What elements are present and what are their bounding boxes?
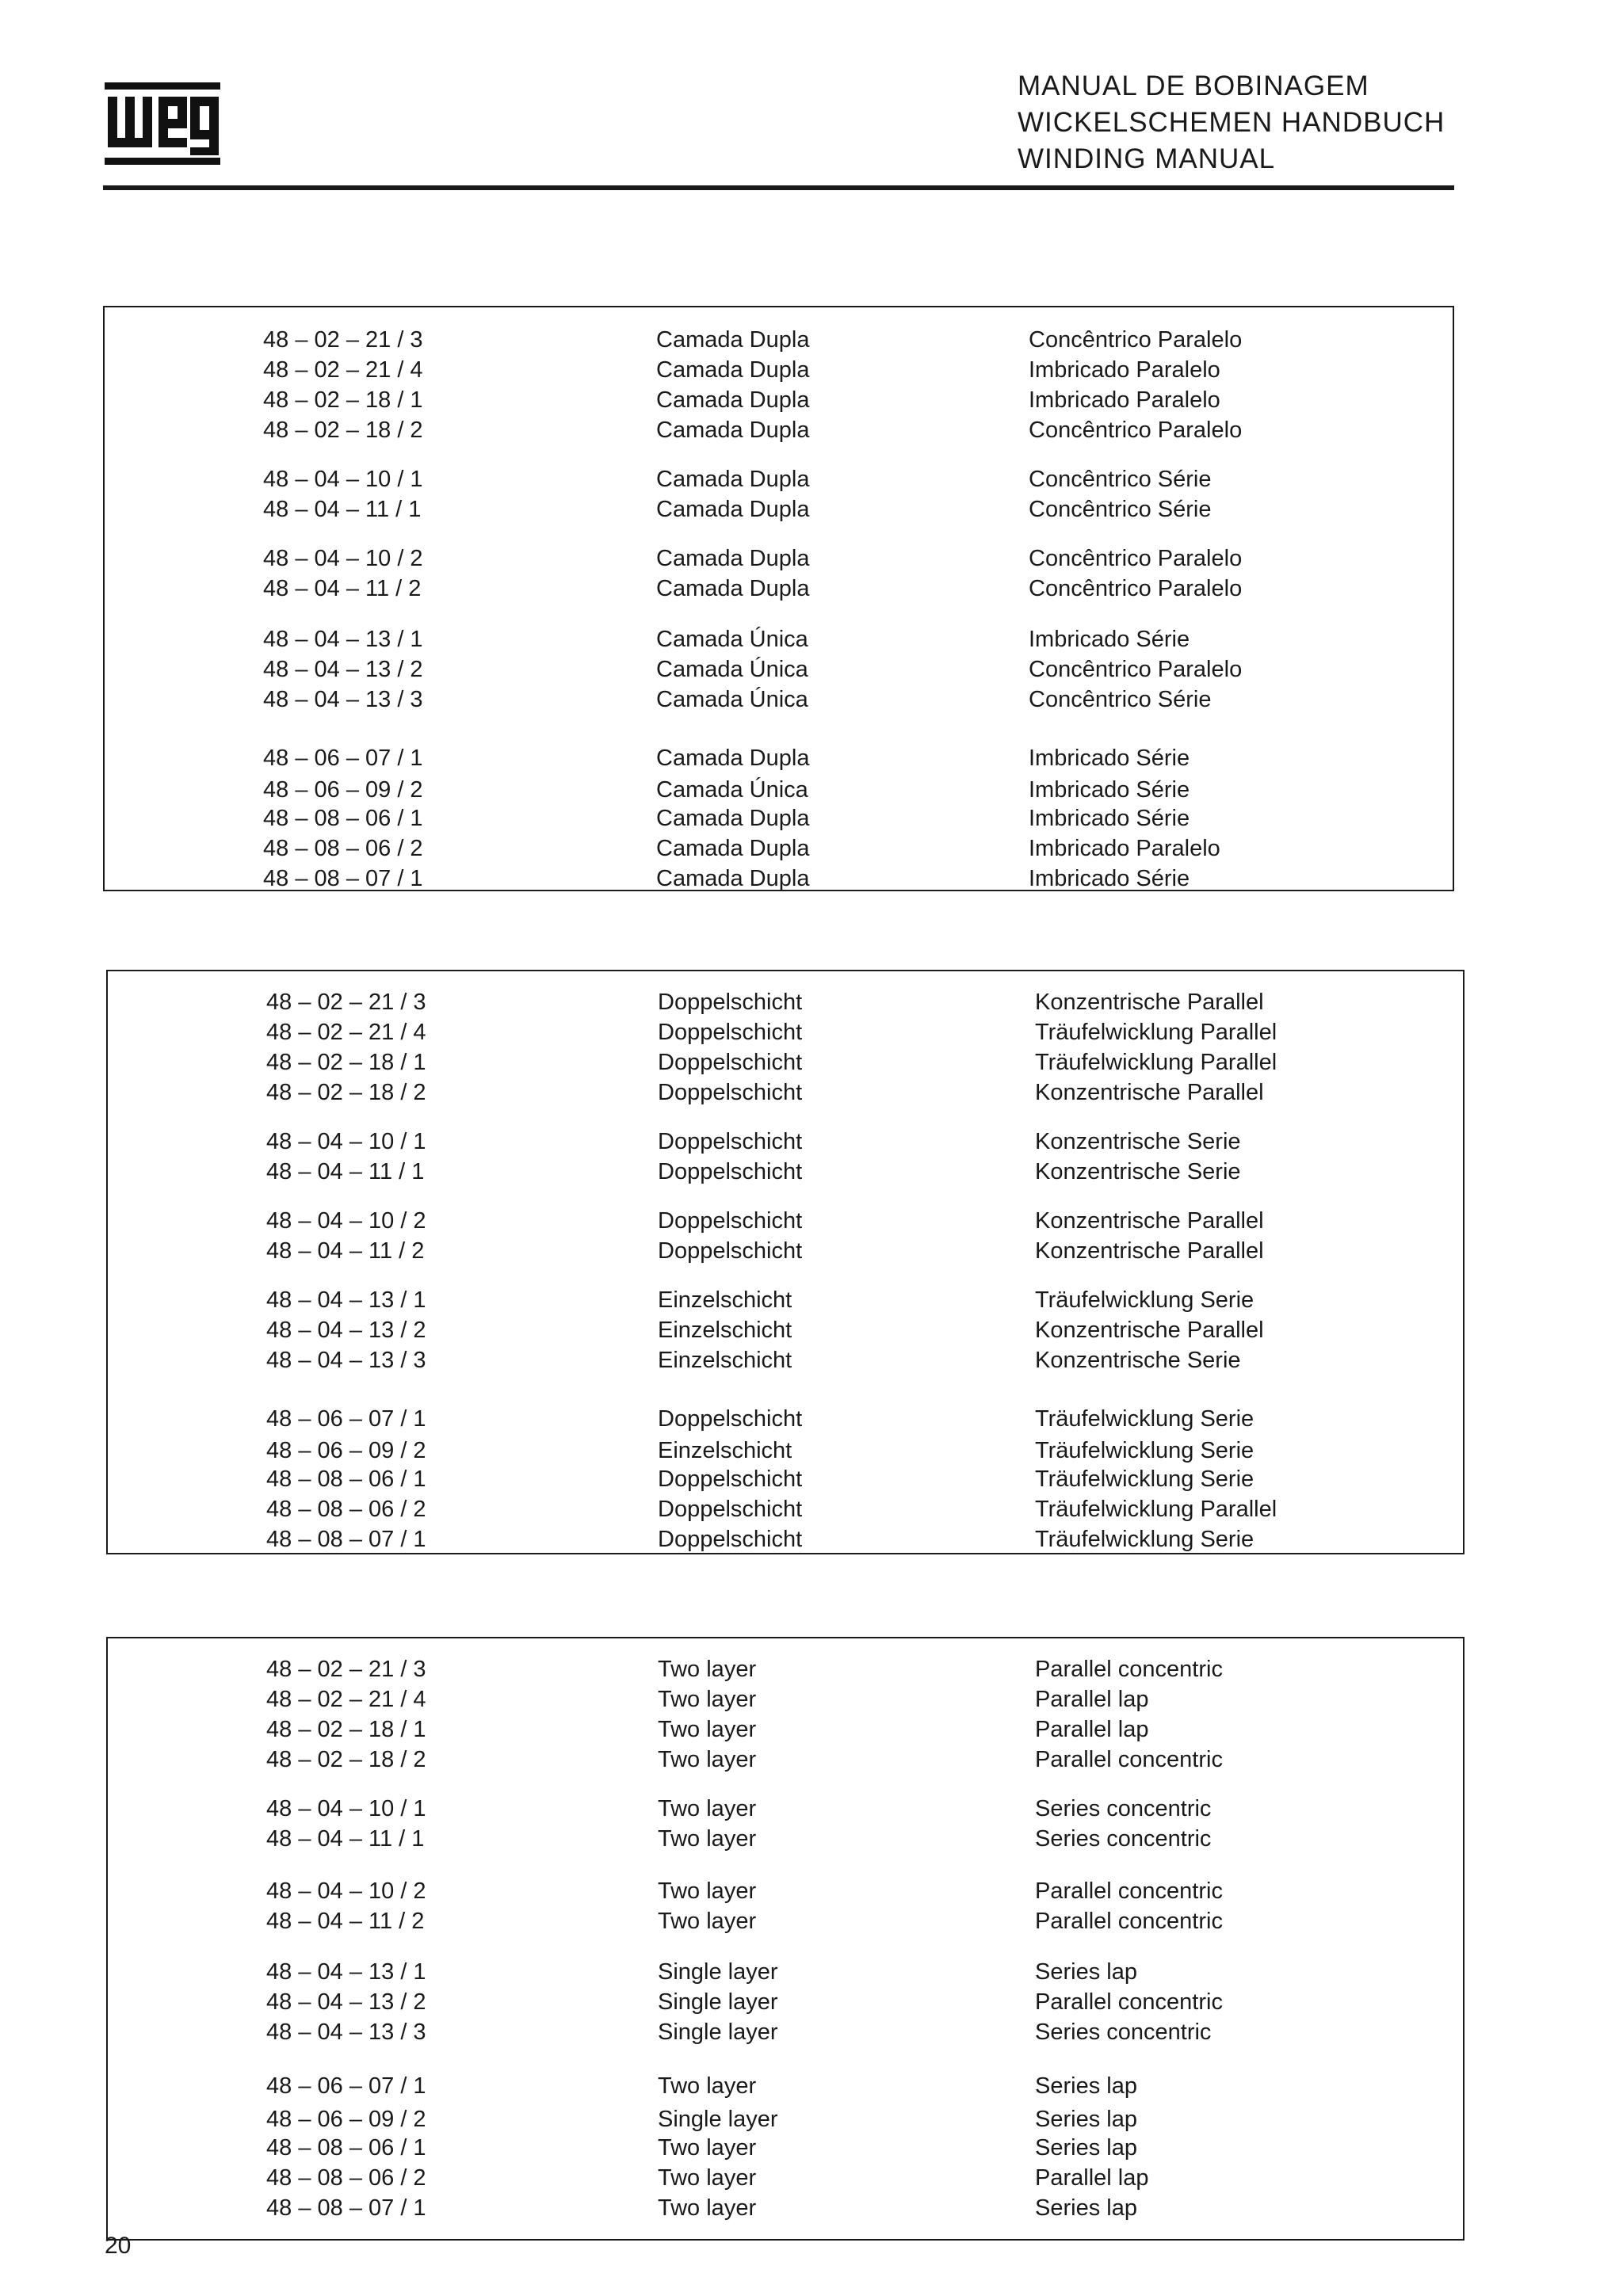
table-row (108, 2163, 1463, 2193)
scheme-code: 48 – 04 – 10 / 2 (266, 1878, 426, 1904)
table-row (108, 1315, 1463, 1345)
layer-type: Camada Dupla (656, 866, 810, 891)
scheme-code: 48 – 04 – 13 / 3 (266, 1348, 426, 1373)
scheme-code: 48 – 06 – 09 / 2 (263, 777, 423, 803)
scheme-code: 48 – 04 – 11 / 2 (263, 576, 422, 601)
layer-type: Camada Dupla (656, 467, 810, 492)
layer-type: Doppelschicht (658, 1527, 803, 1552)
layer-type: Doppelschicht (658, 1159, 803, 1184)
title-line-pt: MANUAL DE BOBINAGEM (1018, 71, 1369, 101)
table-row (108, 2071, 1463, 2101)
table-row (108, 1957, 1463, 1987)
winding-type: Concêntrico Paralelo (1029, 576, 1243, 601)
table-row (105, 864, 1453, 894)
scheme-code: 48 – 04 – 13 / 3 (266, 2019, 426, 2045)
layer-type: Single layer (658, 2107, 778, 2132)
layer-type: Two layer (658, 1747, 757, 1772)
table-row (105, 574, 1453, 604)
layer-type: Two layer (658, 1796, 757, 1821)
layer-type: Two layer (658, 1909, 757, 1934)
table-row (105, 325, 1453, 355)
layer-type: Two layer (658, 1878, 757, 1904)
scheme-code: 48 – 08 – 07 / 1 (266, 2195, 426, 2221)
layer-type: Two layer (658, 2073, 757, 2099)
scheme-code: 48 – 08 – 06 / 1 (266, 2135, 426, 2161)
layer-type: Doppelschicht (658, 1406, 803, 1432)
scheme-code: 48 – 02 – 18 / 2 (266, 1747, 426, 1772)
table-row (105, 775, 1453, 805)
winding-type: Concêntrico Paralelo (1029, 327, 1243, 353)
scheme-code: 48 – 08 – 07 / 1 (266, 1527, 426, 1552)
layer-type: Single layer (658, 1959, 778, 1985)
weg-logo-mark (103, 82, 222, 165)
winding-type: Imbricado Série (1029, 866, 1190, 891)
layer-type: Two layer (658, 2165, 757, 2191)
layer-type: Camada Dupla (656, 836, 810, 861)
winding-type: Parallel concentric (1035, 1989, 1223, 2015)
winding-type: Parallel lap (1035, 1687, 1149, 1712)
layer-type: Camada Dupla (656, 546, 810, 571)
winding-type: Konzentrische Parallel (1035, 1080, 1264, 1105)
layer-type: Two layer (658, 1826, 757, 1852)
table-row (108, 1714, 1463, 1745)
layer-type: Doppelschicht (658, 1020, 803, 1045)
scheme-code: 48 – 04 – 11 / 1 (263, 497, 422, 522)
winding-type: Konzentrische Parallel (1035, 1318, 1264, 1343)
table-row (105, 385, 1453, 415)
table-row (105, 543, 1453, 574)
scheme-code: 48 – 06 – 07 / 1 (266, 2073, 426, 2099)
layer-type: Two layer (658, 2135, 757, 2161)
winding-type: Träufelwicklung Serie (1035, 1466, 1254, 1492)
scheme-code: 48 – 08 – 06 / 2 (263, 836, 423, 861)
table-row (108, 1157, 1463, 1187)
winding-type: Konzentrische Parallel (1035, 1208, 1264, 1234)
table-row (108, 1345, 1463, 1375)
layer-type: Camada Dupla (656, 576, 810, 601)
winding-type: Series lap (1035, 2195, 1137, 2221)
table-row (108, 1436, 1463, 1466)
winding-type: Series lap (1035, 2135, 1137, 2161)
layer-type: Two layer (658, 1717, 757, 1742)
scheme-code: 48 – 04 – 10 / 1 (266, 1129, 426, 1154)
winding-type: Imbricado Série (1029, 806, 1190, 831)
layer-type: Camada Dupla (656, 357, 810, 383)
layer-type: Einzelschicht (658, 1348, 792, 1373)
winding-type: Träufelwicklung Parallel (1035, 1497, 1277, 1522)
table-row (108, 1654, 1463, 1684)
scheme-code: 48 – 04 – 11 / 1 (266, 1826, 425, 1852)
scheme-code: 48 – 08 – 06 / 1 (266, 1466, 426, 1492)
layer-type: Doppelschicht (658, 1466, 803, 1492)
header-divider (103, 185, 1454, 190)
winding-type: Series concentric (1035, 1796, 1212, 1821)
table-row (105, 415, 1453, 445)
winding-type: Series lap (1035, 1959, 1137, 1985)
table-row (108, 1236, 1463, 1266)
scheme-code: 48 – 08 – 07 / 1 (263, 866, 423, 891)
table-row (108, 1464, 1463, 1494)
scheme-code: 48 – 08 – 06 / 1 (263, 806, 423, 831)
layer-type: Doppelschicht (658, 1080, 803, 1105)
table-row (105, 685, 1453, 715)
layer-type: Camada Única (656, 777, 808, 803)
table-row (105, 833, 1453, 864)
scheme-code: 48 – 02 – 21 / 3 (266, 1657, 426, 1682)
scheme-code: 48 – 06 – 07 / 1 (266, 1406, 426, 1432)
scheme-code: 48 – 04 – 10 / 1 (266, 1796, 426, 1821)
layer-type: Camada Única (656, 687, 808, 712)
table-row (108, 1876, 1463, 1906)
winding-type: Concêntrico Série (1029, 497, 1212, 522)
winding-type: Concêntrico Paralelo (1029, 418, 1243, 443)
table-row (108, 1524, 1463, 1554)
scheme-code: 48 – 04 – 10 / 1 (263, 467, 423, 492)
winding-type: Parallel concentric (1035, 1878, 1223, 1904)
page-number: 20 (105, 2233, 132, 2259)
table-row (108, 1684, 1463, 1714)
table-row (105, 803, 1453, 833)
layer-type: Einzelschicht (658, 1287, 792, 1313)
scheme-code: 48 – 04 – 13 / 2 (266, 1318, 426, 1343)
winding-type: Träufelwicklung Serie (1035, 1406, 1254, 1432)
winding-type: Parallel lap (1035, 2165, 1149, 2191)
winding-type: Parallel concentric (1035, 1909, 1223, 1934)
table-row (105, 743, 1453, 773)
winding-type: Konzentrische Serie (1035, 1348, 1241, 1373)
scheme-code: 48 – 04 – 10 / 2 (263, 546, 423, 571)
winding-type: Imbricado Paralelo (1029, 387, 1220, 413)
table-row (108, 2193, 1463, 2223)
table-row (108, 1494, 1463, 1524)
layer-type: Camada Única (656, 627, 808, 652)
layer-type: Single layer (658, 1989, 778, 2015)
scheme-code: 48 – 06 – 09 / 2 (266, 2107, 426, 2132)
layer-type: Doppelschicht (658, 1497, 803, 1522)
winding-type: Series lap (1035, 2107, 1137, 2132)
winding-type: Series concentric (1035, 1826, 1212, 1852)
scheme-code: 48 – 04 – 13 / 2 (263, 657, 423, 682)
winding-table-portuguese (103, 306, 1454, 891)
winding-type: Träufelwicklung Parallel (1035, 1020, 1277, 1045)
scheme-code: 48 – 04 – 13 / 1 (266, 1287, 426, 1313)
winding-table-english (106, 1637, 1465, 2241)
scheme-code: 48 – 02 – 18 / 1 (266, 1050, 426, 1075)
table-row (105, 624, 1453, 654)
layer-type: Two layer (658, 1687, 757, 1712)
table-row (108, 1824, 1463, 1854)
scheme-code: 48 – 08 – 06 / 2 (266, 1497, 426, 1522)
layer-type: Doppelschicht (658, 990, 803, 1015)
layer-type: Doppelschicht (658, 1050, 803, 1075)
scheme-code: 48 – 04 – 10 / 2 (266, 1208, 426, 1234)
layer-type: Camada Dupla (656, 497, 810, 522)
scheme-code: 48 – 06 – 09 / 2 (266, 1438, 426, 1463)
scheme-code: 48 – 08 – 06 / 2 (266, 2165, 426, 2191)
table-row (105, 464, 1453, 494)
scheme-code: 48 – 02 – 18 / 1 (266, 1717, 426, 1742)
winding-type: Concêntrico Paralelo (1029, 546, 1243, 571)
winding-type: Träufelwicklung Serie (1035, 1527, 1254, 1552)
scheme-code: 48 – 04 – 13 / 1 (263, 627, 423, 652)
table-row (108, 2133, 1463, 2163)
table-row (108, 1987, 1463, 2017)
layer-type: Camada Dupla (656, 327, 810, 353)
table-row (108, 2017, 1463, 2047)
scheme-code: 48 – 04 – 13 / 2 (266, 1989, 426, 2015)
winding-type: Series concentric (1035, 2019, 1212, 2045)
scheme-code: 48 – 02 – 18 / 2 (263, 418, 423, 443)
table-row (108, 1745, 1463, 1775)
layer-type: Doppelschicht (658, 1129, 803, 1154)
winding-type: Träufelwicklung Serie (1035, 1287, 1254, 1313)
title-line-en: WINDING MANUAL (1018, 143, 1276, 174)
scheme-code: 48 – 02 – 21 / 3 (266, 990, 426, 1015)
table-row (108, 1404, 1463, 1434)
table-row (108, 2104, 1463, 2134)
table-row (108, 1047, 1463, 1077)
table-row (105, 355, 1453, 385)
winding-type: Konzentrische Serie (1035, 1159, 1241, 1184)
winding-type: Concêntrico Série (1029, 467, 1212, 492)
scheme-code: 48 – 04 – 11 / 2 (266, 1909, 425, 1934)
layer-type: Camada Dupla (656, 387, 810, 413)
table-row (108, 1206, 1463, 1236)
weg-logo (103, 82, 222, 165)
scheme-code: 48 – 02 – 21 / 4 (266, 1687, 426, 1712)
scheme-code: 48 – 04 – 11 / 1 (266, 1159, 425, 1184)
table-row (108, 1017, 1463, 1047)
scheme-code: 48 – 02 – 18 / 1 (263, 387, 423, 413)
table-row (108, 1906, 1463, 1936)
winding-type: Parallel lap (1035, 1717, 1149, 1742)
table-row (108, 1794, 1463, 1824)
scheme-code: 48 – 06 – 07 / 1 (263, 746, 423, 771)
winding-type: Träufelwicklung Serie (1035, 1438, 1254, 1463)
layer-type: Einzelschicht (658, 1438, 792, 1463)
scheme-code: 48 – 02 – 18 / 2 (266, 1080, 426, 1105)
layer-type: Doppelschicht (658, 1238, 803, 1264)
scheme-code: 48 – 04 – 11 / 2 (266, 1238, 425, 1264)
layer-type: Camada Dupla (656, 746, 810, 771)
manual-title (1018, 68, 1445, 177)
winding-type: Träufelwicklung Parallel (1035, 1050, 1277, 1075)
winding-type: Imbricado Série (1029, 746, 1190, 771)
layer-type: Einzelschicht (658, 1318, 792, 1343)
layer-type: Doppelschicht (658, 1208, 803, 1234)
title-line-de: WICKELSCHEMEN HANDBUCH (1018, 107, 1445, 138)
winding-type: Imbricado Paralelo (1029, 836, 1220, 861)
scheme-code: 48 – 04 – 13 / 1 (266, 1959, 426, 1985)
winding-type: Concêntrico Paralelo (1029, 657, 1243, 682)
table-row (105, 494, 1453, 524)
table-row (108, 1077, 1463, 1108)
winding-type: Konzentrische Parallel (1035, 990, 1264, 1015)
winding-type: Konzentrische Parallel (1035, 1238, 1264, 1264)
layer-type: Camada Única (656, 657, 808, 682)
winding-type: Concêntrico Série (1029, 687, 1212, 712)
winding-type: Imbricado Série (1029, 627, 1190, 652)
winding-type: Parallel concentric (1035, 1747, 1223, 1772)
winding-type: Parallel concentric (1035, 1657, 1223, 1682)
table-row (105, 654, 1453, 685)
table-row (108, 987, 1463, 1017)
table-row (108, 1285, 1463, 1315)
layer-type: Single layer (658, 2019, 778, 2045)
layer-type: Camada Dupla (656, 418, 810, 443)
winding-type: Imbricado Série (1029, 777, 1190, 803)
winding-table-german (106, 970, 1465, 1554)
scheme-code: 48 – 02 – 21 / 4 (266, 1020, 426, 1045)
winding-type: Series lap (1035, 2073, 1137, 2099)
scheme-code: 48 – 02 – 21 / 3 (263, 327, 423, 353)
layer-type: Two layer (658, 2195, 757, 2221)
scheme-code: 48 – 04 – 13 / 3 (263, 687, 423, 712)
table-row (108, 1127, 1463, 1157)
scheme-code: 48 – 02 – 21 / 4 (263, 357, 423, 383)
layer-type: Camada Dupla (656, 806, 810, 831)
winding-type: Imbricado Paralelo (1029, 357, 1220, 383)
winding-type: Konzentrische Serie (1035, 1129, 1241, 1154)
layer-type: Two layer (658, 1657, 757, 1682)
